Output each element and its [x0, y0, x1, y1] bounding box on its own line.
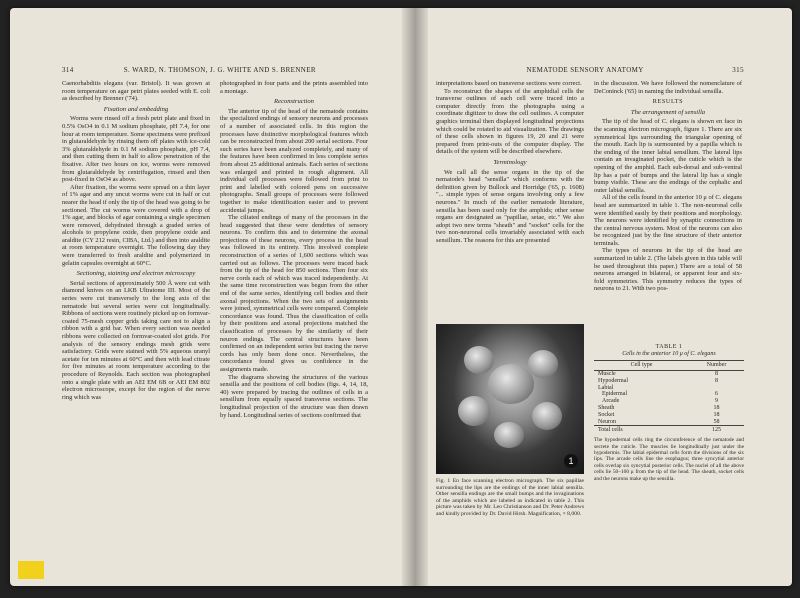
- cell-type: Arcade: [602, 398, 620, 405]
- cell-number: 58: [713, 418, 720, 425]
- papilla-bump: [494, 422, 524, 448]
- cell-table: [594, 360, 744, 434]
- cell-number: [689, 385, 744, 392]
- cell-type: Hypodermal: [598, 377, 628, 384]
- table-row: [594, 405, 744, 412]
- table-row: [594, 385, 744, 392]
- column-header: Number: [689, 361, 744, 371]
- paragraph: photographed in four parts and the prints assembled into a montage.: [220, 80, 368, 95]
- cell-number: 8: [715, 371, 718, 377]
- table-label: TABLE 1: [655, 344, 683, 350]
- papilla-bump: [528, 350, 558, 378]
- left-page: [10, 8, 402, 586]
- authors-line: S. WARD, N. THOMSON, J. G. WHITE AND S. BRENNER: [123, 66, 316, 74]
- right-page: [428, 8, 792, 586]
- table-footnote: The hypodermal cells ring the circumference of the nematode and secrete the cuticle. The muscles lie longitudinally just under the hypodermis. The labial epidermal cells form the divisions of the six lips. The arcade cells line the esophagus; three syncytial anterior cells overlap six syncytial posterior cells. The nuclei of all the above cells lie 50–100 μ from the tip of the head. The sheath, socket cells and the neurons make up the sensilla.: [594, 437, 744, 482]
- table-total-row: [594, 426, 744, 434]
- section-heading: Reconstruction: [274, 98, 314, 106]
- column-header: Cell type: [594, 361, 689, 371]
- papilla-bump: [532, 402, 562, 430]
- running-title: NEMATODE SENSORY ANATOMY: [526, 66, 644, 74]
- subsection-heading: The arrangement of sensilla: [630, 108, 706, 116]
- paragraph: After fixation, the worms were spread on a thin layer of 1% agar and any uncut worms were cut in half or cut nearer the head if only the tip of the head was going to be sectioned. The cut worms were covered with a drop of 1% agar, and blocks of agar containing a single specimen were removed, dehydrated through a graded series of alcohols to propylene oxide, then propylene oxide and araldite (CY 212 resin, CIBA, Ltd.) and then into araldite at room temperature overnight. The following day they were transferred to fresh araldite and polymerized in gelatin capsules overnight at 60°C.: [62, 183, 210, 267]
- paragraph: The ciliated endings of many of the processes in the head suggested that these were dendrites of sensory neurons. To confirm this and to determine the axonal projections of these neurons, every process in the head was followed in its entirety. This involved complete reconstruction of a series of 1,600 sections which was carried out as follows. The processes were traced back from the tip of the head for 850 sections. Then four six nerve cords each of which was traced independently. At the same time reconstruction was begun from the other end of the same series, identifying cell bodies and their axonal projections. When the two sets of assignments were joined, symmetrical cells were compared. Complete concordance was found. Thus the classification of cells by their positions and axonal projections matched the classification of processes by the similarity of their neuron endings. The central structures have been confirmed on an independent series but tracing the nerve cords has only been done once. Nevertheless, the concordance found gives us confidence in the assignments made.: [220, 214, 368, 373]
- open-book: [10, 8, 792, 586]
- cell-type: Muscle: [598, 371, 616, 377]
- cell-number: 9: [715, 398, 718, 405]
- central-lip-bump: [488, 364, 534, 404]
- figure-caption: Fig. 1 En face scanning electron micrograph. The six papillae surrounding the lips are the endings of the inner labial sensilla. Other sensilla endings are the small bumps and the invaginations of the amphids which are labeled as indicated in table 2. This picture was taken by Mr. Leo Christianson and Dr. Peter Andrews and kindly provided by Dr. David Hirsh. Magnification, × 8,000.: [436, 478, 584, 517]
- right-column-2: [594, 80, 742, 342]
- paragraph: Worms were rinsed off a fresh petri plate and fixed in 0.5% OsO4 in 0.1 M sodium phosphate, pH 7.4, for one hour at room temperature. Some specimens were prefixed in glutaraldehyde by rinsing them off plates with ice-cold 3% glutaraldehyde in 0.1 M sodium phosphate, pH 7.4, and then cutting them in half to allow penetration of the fixative. After two hours on ice, worms were removed from glutaraldehyde by centrifugation, rinsed and then post-fixed in OsO4 as above.: [62, 115, 210, 184]
- right-running-head: [438, 66, 744, 74]
- right-page-number: 315: [732, 66, 744, 74]
- paragraph: The diagrams showing the structures of the various sensilla and the positions of cell bodies (figs. 4, 14, 18, 40) were prepared by tracing the outlines of cells in a sensillum from equally spaced transverse sections. The longitudinal projection of the structure was then drawn by hand. Longitudinal series of sections confirmed that: [220, 373, 368, 419]
- paragraph: in the discussion. We have followed the nomenclature of DeConinck ('65) in naming the individual sensilla.: [594, 80, 742, 95]
- cell-number: 8: [715, 377, 718, 384]
- yellow-tab-marker: [18, 561, 44, 579]
- figure-number-badge: 1: [564, 454, 578, 468]
- cell-type: Socket: [598, 411, 615, 418]
- section-heading: Terminology: [493, 158, 527, 166]
- cell-type: Sheath: [598, 404, 615, 411]
- table-row: [594, 378, 744, 385]
- cell-type: Neuron: [598, 418, 616, 425]
- total-value: 125: [689, 426, 744, 434]
- cell-type: Epidermal: [602, 391, 627, 398]
- papilla-bump: [464, 346, 494, 374]
- table-row: [594, 419, 744, 426]
- left-running-head: [62, 66, 366, 74]
- book-gutter: [402, 8, 428, 586]
- cell-type: Labial: [598, 384, 614, 391]
- table-1: [594, 344, 744, 482]
- section-heading: Fixation and embedding: [103, 105, 169, 113]
- paragraph: The tip of the head of C. elegans is shown en face in the scanning electron micrograph, figure 1. There are six symmetrical lips surrounding the triangular opening of the mouth. Each lip is surmounted by a papilla which is the ending of the inner labial sensillum. The lateral lips contain an invaginated pocket, the cuticle which is the opening of the amphid. Each sub-dorsal and sub-ventral lip has a pair of bumps and the lateral lip has a single bump visible. These are the endings of the cephalic and outer labial sensilla.: [594, 118, 742, 194]
- sem-micrograph-figure: [436, 324, 584, 474]
- paragraph: interpretations based on transverse sections were correct.: [436, 80, 582, 87]
- left-page-number: 314: [62, 66, 74, 74]
- right-column-1: [436, 80, 584, 320]
- section-heading: Sectioning, staining and electron microscopy: [76, 270, 196, 278]
- table-row: [594, 371, 744, 378]
- cell-number: 18: [713, 411, 720, 418]
- left-column-2: [220, 80, 368, 500]
- paragraph: We call all the sense organs in the tip of the nematode's head "sensilla" which conforms with the definition given by Bullock and Horridge ('65, p. 1608) "... simple types of sense organs involving only a few neurons." In much of the earlier nematode literature, sensilla has been used only for the amphids; other sense organs are designated as "papillae, setae, etc." We also adopt two new terms "sheath" and "socket" cells for the two non-neuronal cells invariably associated with each sensillum. The reasons for this are presented: [436, 168, 584, 244]
- total-label: Total cells: [594, 426, 689, 434]
- table-row: [594, 391, 744, 398]
- papilla-bump: [458, 396, 490, 426]
- section-heading: RESULTS: [652, 98, 684, 106]
- paragraph: Caenorhabditis elegans (var. Bristol). It was grown at room temperature on agar petri plates seeded with E. coli as described by Brenner ('74).: [62, 80, 210, 103]
- paragraph: Serial sections of approximately 500 Å were cut with diamond knives on an LKB Ultratome III. Most of the series were cut transversely to the long axis of the nematode but several series were cut longitudinally. Ribbons of sections were routinely picked up on formvar-coated 75-mesh copper grids taking care not to align a ribbon with a grid bar. When every section was needed ribbons were collected on formvar-coated slot grids. For analysis of the sensory endings mesh grids were satisfactory. Grids were stained with 5% aqueous uranyl acetate for ten minutes at 60°C and then with lead citrate for five minutes at room temperature according to the procedure of Reynolds. Each section was photographed onto a single plate with an AEI EM 6B or AEI EM 802 electron microscope, except for the region of the nerve ring which was: [62, 279, 210, 401]
- paragraph: The anterior tip of the head of the nematode contains the specialized endings of sensory neurons and processes of a number of associated cells. In this region the processes have distinctive morphological features which can be reconstructed from about 200 serial sections. Four such series have been analyzed completely, and many of the features have been confirmed in less complete series from about 25 additional animals. Each series of sections was enlarged and printed in rough alignment. All individual cell processes were followed from print to print and labelled with colored pens on successive photographs. Small groups of processes were followed together to make identification easier and to prevent accidental jumps.: [220, 107, 368, 214]
- cell-number: 6: [715, 391, 718, 398]
- cell-number: 18: [713, 404, 720, 411]
- paragraph: To reconstruct the shapes of the amphidial cells the transverse outlines of each cell were traced into a computer directly from the photographs using a coordinate digitizer to draw the cell outlines. A computer graphics terminal then displayed longitudinal projections which could be rotated to aid visualization. The drawings of these cells shown in figures 19, 20 and 21 were prepared from print-outs of the computer display. The details of the system will be described elsewhere.: [436, 87, 584, 156]
- table-row: [594, 398, 744, 405]
- table-title: Cells in the anterior 10 μ of C. elegans: [622, 351, 716, 357]
- paragraph: All of the cells found in the anterior 10 μ of C. elegans head are summarized in table 1. The non-neuronal cells were identified easily by their positions and morphology. The neurons were identified by synaptic connections in the central nervous system. Most of the neurons can also be recognized just by the fine structure of their anterior terminals.: [594, 194, 742, 247]
- table-row: [594, 412, 744, 419]
- left-column-1: [62, 80, 210, 500]
- paragraph: The types of neurons in the tip of the head are summarized in table 2. (The labels given in this table will be used throughout this paper.) There are a total of 58 neurons arranged in bilateral, or apparent four and six-fold symmetries. This symmetry reduces the types of neurons to 21. With two pos-: [594, 247, 742, 293]
